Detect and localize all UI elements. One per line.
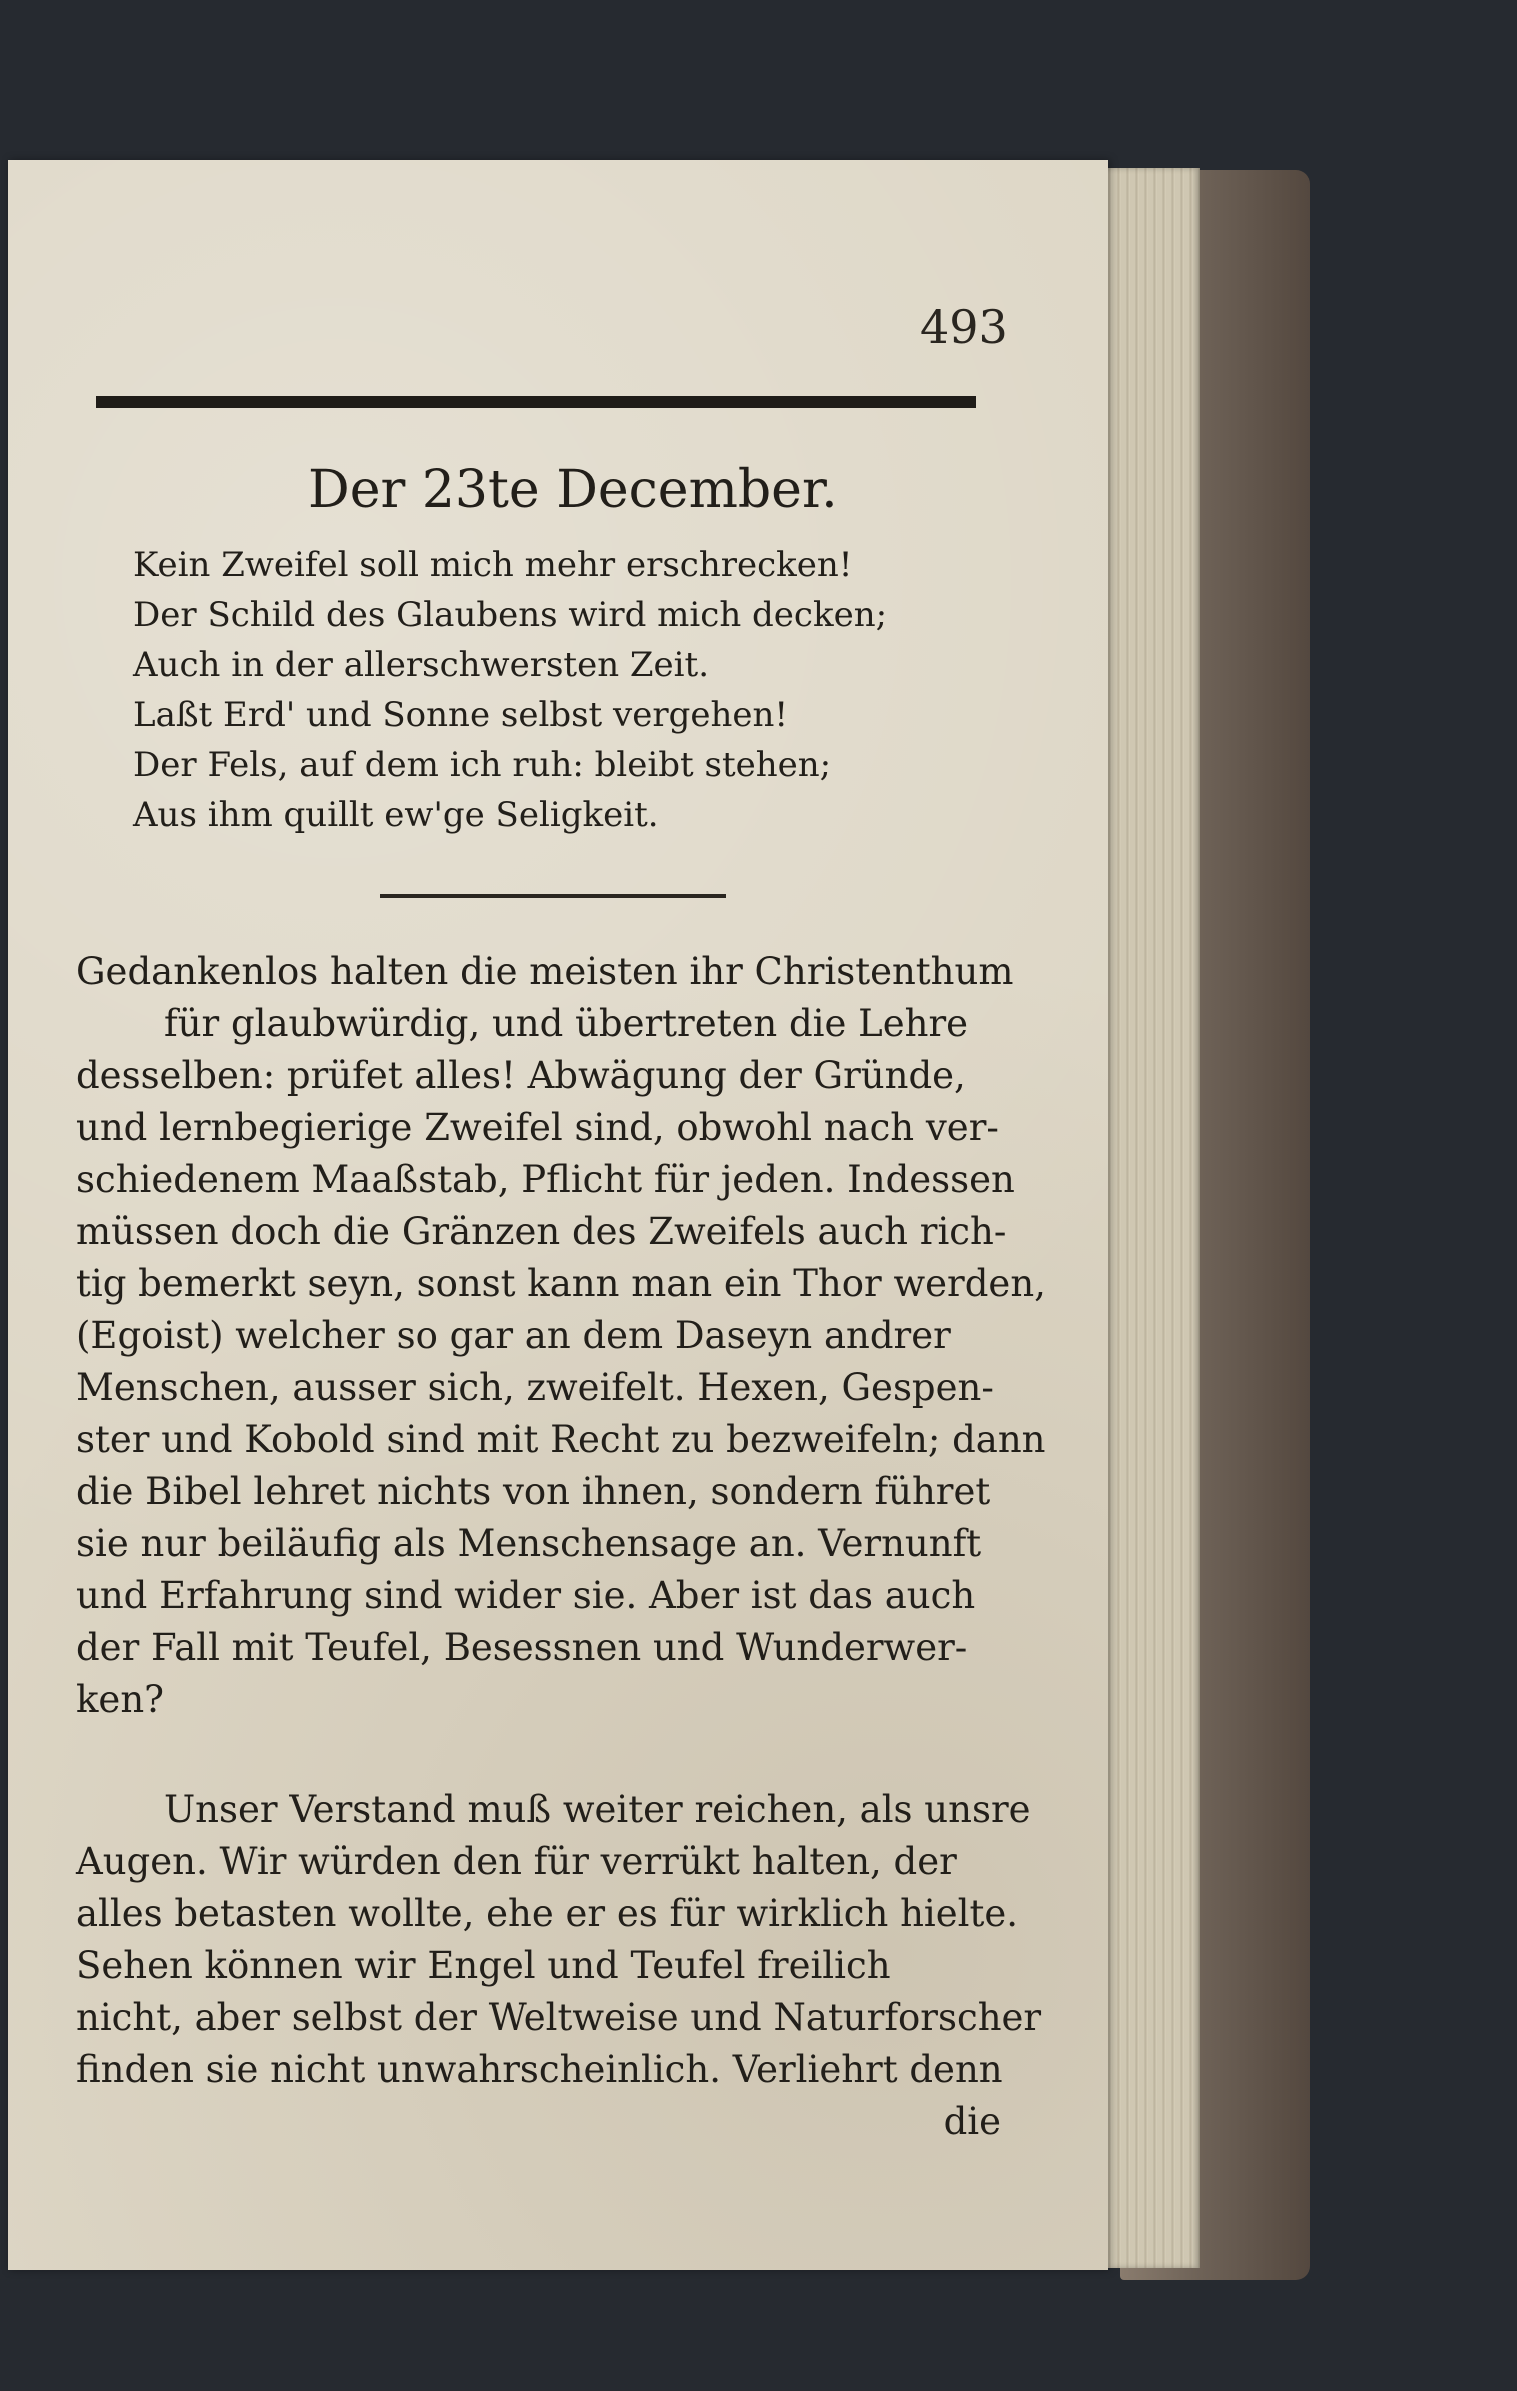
poem-line: Laßt Erd' und Sonne selbst vergehen! bbox=[133, 695, 789, 735]
section-divider bbox=[380, 894, 726, 898]
paragraph-line: nicht, aber selbst der Weltweise und Naturforscher bbox=[76, 1996, 1042, 2039]
paragraph-line: ster und Kobold sind mit Recht zu bezweifeln; dann bbox=[76, 1418, 1046, 1461]
paragraph-line: finden sie nicht unwahrscheinlich. Verliehrt denn bbox=[76, 2048, 1003, 2091]
paragraph-line: alles betasten wollte, ehe er es für wirklich hielte. bbox=[76, 1892, 1018, 1935]
paragraph-line: Menschen, ausser sich, zweifelt. Hexen, Gespen- bbox=[76, 1366, 994, 1409]
paragraph-line: ken? bbox=[76, 1678, 164, 1721]
paragraph-line: Sehen können wir Engel und Teufel freilich bbox=[76, 1944, 891, 1987]
poem bbox=[133, 540, 953, 840]
poem-line: Auch in der allerschwersten Zeit. bbox=[133, 645, 710, 685]
paragraph-line: und lernbegierige Zweifel sind, obwohl nach ver- bbox=[76, 1106, 999, 1149]
paragraph-line: für glaubwürdig, und übertreten die Lehre bbox=[164, 1002, 969, 1045]
paragraph-line: Unser Verstand muß weiter reichen, als unsre bbox=[164, 1788, 1031, 1831]
paragraph-line: und Erfahrung sind wider sie. Aber ist das auch bbox=[76, 1574, 976, 1617]
poem-line: Kein Zweifel soll mich mehr erschrecken! bbox=[133, 545, 853, 585]
paragraph-line: die Bibel lehret nichts von ihnen, sondern führet bbox=[76, 1470, 991, 1513]
paragraph-line: Augen. Wir würden den für verrükt halten, der bbox=[76, 1840, 957, 1883]
poem-line: Der Fels, auf dem ich ruh: bleibt stehen; bbox=[133, 745, 832, 785]
book-page bbox=[8, 160, 1108, 2270]
catchword: die bbox=[943, 2100, 1001, 2143]
paragraph-gap bbox=[76, 1726, 1041, 1784]
paragraph-line: schiedenem Maaßstab, Pflicht für jeden. Indessen bbox=[76, 1158, 1015, 1201]
header-rule bbox=[96, 396, 976, 408]
body-text bbox=[76, 946, 1046, 2148]
paragraph-line: sie nur beiläufig als Menschensage an. Vernunft bbox=[76, 1522, 982, 1565]
page-number: 493 bbox=[920, 300, 1008, 354]
paragraph-line: desselben: prüfet alles! Abwägung der Gründe, bbox=[76, 1054, 966, 1097]
paragraph-line: (Egoist) welcher so gar an dem Daseyn andrer bbox=[76, 1314, 951, 1357]
paragraph-line: der Fall mit Teufel, Besessnen und Wunderwer- bbox=[76, 1626, 968, 1669]
section-heading: Der 23te December. bbox=[308, 460, 838, 520]
paragraph-line: Gedankenlos halten die meisten ihr Christenthum bbox=[76, 950, 1014, 993]
paragraph-line: tig bemerkt seyn, sonst kann man ein Thor werden, bbox=[76, 1262, 1046, 1305]
poem-line: Aus ihm quillt ew'ge Seligkeit. bbox=[133, 795, 659, 835]
paragraph-line: müssen doch die Gränzen des Zweifels auch rich- bbox=[76, 1210, 1007, 1253]
poem-line: Der Schild des Glaubens wird mich decken; bbox=[133, 595, 888, 635]
